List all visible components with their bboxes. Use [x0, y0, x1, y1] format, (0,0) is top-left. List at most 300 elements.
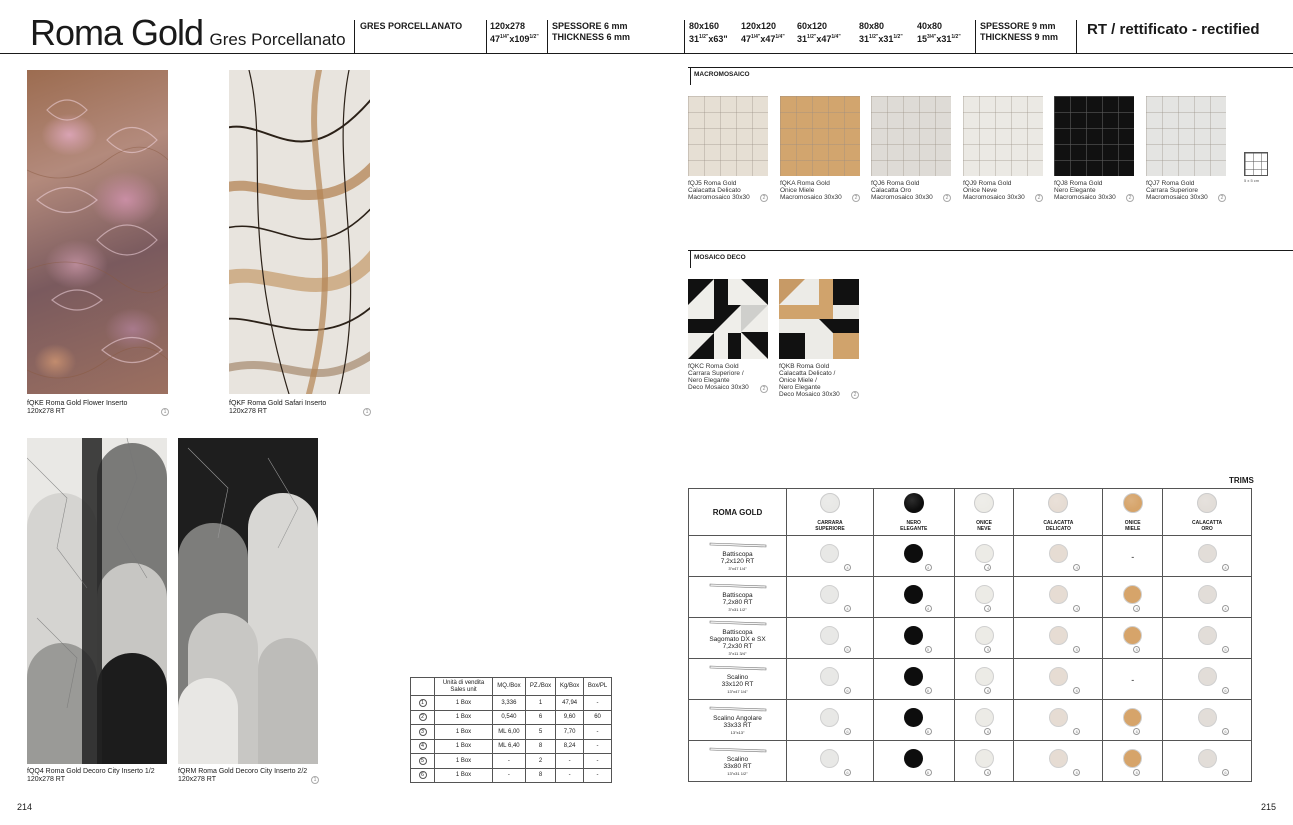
thickness-9mm-en: THICKNESS 9 mm	[980, 32, 1059, 42]
caption-line: fQJ7 Roma Gold	[1146, 180, 1195, 187]
table-cell: 3,336	[493, 696, 526, 711]
ref-circle: 4	[1222, 564, 1229, 571]
trim-swatch	[904, 749, 923, 768]
trim-swatch	[1198, 749, 1217, 768]
section-mosaico-deco	[688, 250, 1293, 268]
trim-description	[689, 659, 787, 700]
trim-name: Scalino	[726, 755, 749, 763]
tile-flower-image	[27, 70, 168, 394]
caption-line: Carrara Superiore /	[688, 370, 744, 377]
size-9mm-5	[917, 21, 961, 45]
ref-circle: 6	[844, 769, 851, 776]
table-cell: 1 Box	[435, 754, 493, 769]
table-row	[411, 710, 612, 725]
color-name-line: MIELE	[1125, 525, 1141, 532]
trim-cell	[787, 700, 874, 741]
tile-code: fQQ4 Roma Gold Decoro City Inserto 1/2	[27, 768, 155, 775]
table-row	[411, 739, 612, 754]
table-cell: 0,540	[493, 710, 526, 725]
trim-inch-size: 3"x47 1/4"	[728, 565, 747, 571]
ref-circle: 2	[1126, 194, 1134, 202]
ref-circle: 6	[844, 687, 851, 694]
trim-cell	[954, 659, 1014, 700]
ref-circle: 6	[1222, 687, 1229, 694]
ref-circle: 6	[1073, 728, 1080, 735]
ref-circle: 5	[1133, 646, 1140, 653]
row-number	[411, 739, 435, 754]
safari-pattern	[229, 70, 370, 394]
caption-line: Macromosaico 30x30	[1146, 194, 1208, 201]
color-name-line: ORO	[1201, 525, 1213, 532]
trims-table	[688, 488, 1252, 782]
trim-swatch	[1049, 626, 1068, 645]
caption-line: Deco Mosaico 30x30	[688, 384, 749, 391]
table-cell: 2	[525, 754, 555, 769]
inch-b: x63"	[708, 34, 728, 44]
page-number-left: 214	[17, 802, 33, 812]
table-cell: 47,94	[556, 696, 584, 711]
thickness-9mm	[980, 21, 1058, 43]
trim-cell	[1163, 536, 1252, 577]
caption-safari	[229, 400, 326, 416]
trim-cell	[1163, 741, 1252, 782]
material-label: GRES PORCELLANATO	[360, 21, 463, 31]
ref-circle: 6	[1073, 687, 1080, 694]
deco-pattern-gold	[779, 279, 859, 359]
trim-row	[689, 618, 1252, 659]
brand-title	[30, 12, 346, 54]
trim-cell	[1163, 577, 1252, 618]
trims-title: TRIMS	[1229, 476, 1254, 485]
trim-row	[689, 659, 1252, 700]
size-inch	[917, 32, 961, 45]
not-available-dash: -	[1131, 552, 1135, 562]
caption-line: fQKC Roma Gold	[688, 363, 739, 370]
caption-line: Calacatta Delicato	[688, 187, 741, 194]
trim-inch-size: 13"x47 1/4"	[727, 688, 748, 694]
collection-subtitle: Gres Porcellanato	[209, 30, 346, 49]
macromosaico-tile	[1054, 96, 1134, 176]
grid-size-icon	[1244, 152, 1268, 176]
inch-a: 31	[797, 34, 808, 44]
trim-swatch	[904, 667, 923, 686]
thickness-6mm-it: SPESSORE 6 mm	[552, 21, 628, 31]
size-inch	[859, 32, 903, 45]
ref-circle: 2	[943, 194, 951, 202]
inch-b: x47	[816, 34, 832, 44]
caption-city-1	[27, 768, 155, 784]
caption-line: fQKB Roma Gold	[779, 363, 830, 370]
trim-cell	[873, 741, 954, 782]
trim-size: 33x33 RT	[723, 721, 752, 729]
trim-cell	[1103, 700, 1163, 741]
trim-swatch	[1049, 749, 1068, 768]
trim-size: 7,2x120 RT	[720, 557, 755, 565]
tile-code: fQKE Roma Gold Flower Inserto	[27, 400, 128, 407]
trim-shape-icon	[708, 541, 768, 549]
trim-swatch	[1049, 708, 1068, 727]
trim-swatch	[1123, 708, 1142, 727]
caption-line: Onice Neve	[963, 187, 997, 194]
trim-description	[689, 618, 787, 659]
trim-cell	[1014, 700, 1103, 741]
color-name-line: ONICE	[976, 519, 992, 526]
size-metric: 80x160	[689, 21, 720, 31]
ref-circle: 4	[984, 564, 991, 571]
trim-description	[689, 700, 787, 741]
trim-swatch	[904, 544, 923, 563]
trim-cell	[1014, 618, 1103, 659]
table-cell: 8	[525, 739, 555, 754]
color-name-line: SUPERIORE	[815, 525, 845, 532]
ref-circle: 6	[1073, 769, 1080, 776]
caption-line: Deco Mosaico 30x30	[779, 391, 840, 398]
table-cell: 1 Box	[435, 725, 493, 740]
macromosaico-tile	[688, 96, 768, 176]
tile-size: 120x278 RT	[27, 408, 66, 415]
tile-safari-image	[229, 70, 370, 394]
ref-circle: 4	[984, 605, 991, 612]
caption-line: Macromosaico 30x30	[963, 194, 1025, 201]
trim-cell	[873, 536, 954, 577]
trim-swatch	[975, 749, 994, 768]
city-2-pattern	[178, 438, 318, 764]
trim-cell	[954, 618, 1014, 659]
trim-cell	[954, 700, 1014, 741]
size-metric: 40x80	[917, 21, 943, 31]
ref-circle: 4	[1073, 605, 1080, 612]
trim-size: 7,2x80 RT	[722, 598, 753, 606]
header-divider	[354, 20, 355, 54]
color-name	[1014, 520, 1102, 532]
thickness-6mm	[552, 21, 630, 43]
size-inch	[741, 32, 785, 45]
trim-name: Scalino	[726, 673, 749, 681]
trim-swatch	[820, 585, 839, 604]
trim-inch-size: 13"x31 1/2"	[727, 770, 748, 776]
trim-swatch	[1198, 667, 1217, 686]
color-name-line: NERO	[906, 519, 921, 526]
trim-cell	[1163, 659, 1252, 700]
caption-line: Calacatta Oro	[871, 187, 912, 194]
inch-a-sup: 3/4"	[927, 34, 937, 40]
color-name	[1103, 520, 1162, 532]
table-cell: ML 6,40	[493, 739, 526, 754]
ref-circle: 6	[1222, 728, 1229, 735]
size-6mm	[490, 21, 539, 45]
trim-cell	[787, 536, 874, 577]
size-9mm-1	[689, 21, 728, 45]
catalog-header	[0, 0, 1293, 54]
ref-circle: 1	[311, 776, 319, 784]
trim-cell	[954, 741, 1014, 782]
caption-city-2	[178, 768, 307, 784]
table-cell: -	[584, 768, 612, 783]
table-row	[411, 768, 612, 783]
trim-name: Battiscopa	[722, 591, 753, 599]
macromosaico-tile	[780, 96, 860, 176]
color-name	[1163, 520, 1251, 532]
size-metric: 120x120	[741, 21, 777, 31]
row-number-badge: 5	[419, 757, 427, 765]
row-number-badge: 6	[419, 771, 427, 779]
trim-row	[689, 577, 1252, 618]
inch-b-sup: 1/4"	[775, 34, 785, 40]
ref-circle: 5	[844, 646, 851, 653]
trim-cell	[787, 659, 874, 700]
inch-a-sup: 1/4"	[500, 34, 510, 40]
ref-circle: 4	[1133, 605, 1140, 612]
trim-cell	[1014, 659, 1103, 700]
table-header: Kg/Box	[556, 678, 584, 696]
trim-swatch	[820, 667, 839, 686]
inch-b-sup: 1/2"	[951, 34, 961, 40]
trim-shape-icon	[708, 746, 768, 754]
caption-line: fQKA Roma Gold	[780, 180, 830, 187]
tile-size: 120x278 RT	[229, 408, 268, 415]
table-cell: 8	[525, 768, 555, 783]
inch-a-sup: 1/2"	[807, 34, 817, 40]
section-title: MOSAICO DECO	[694, 254, 746, 261]
deco-tile-gold	[779, 279, 859, 359]
trim-swatch	[1049, 544, 1068, 563]
color-swatch	[1197, 493, 1217, 513]
size-metric: 60x120	[797, 21, 828, 31]
trim-swatch	[1198, 626, 1217, 645]
section-title: MACROMOSAICO	[694, 71, 750, 78]
ref-circle: 4	[1073, 564, 1080, 571]
inch-b: x31	[878, 34, 894, 44]
ref-circle: 4	[844, 564, 851, 571]
ref-circle: 2	[1035, 194, 1043, 202]
trim-swatch	[820, 749, 839, 768]
trim-cell	[1163, 700, 1252, 741]
table-header: MQ./Box	[493, 678, 526, 696]
trim-swatch	[1123, 749, 1142, 768]
caption-line: fQJ6 Roma Gold	[871, 180, 920, 187]
size-6mm-metric: 120x278	[490, 21, 526, 31]
trim-swatch	[820, 544, 839, 563]
trim-cell	[787, 618, 874, 659]
inch-a-sup: 1/4"	[751, 34, 761, 40]
trim-swatch	[975, 708, 994, 727]
table-cell: 1 Box	[435, 768, 493, 783]
macromosaico-caption	[871, 180, 933, 201]
ref-circle: 4	[925, 605, 932, 612]
tile-size: 120x278 RT	[178, 776, 217, 783]
row-number	[411, 710, 435, 725]
deco-tile-black-white	[688, 279, 768, 359]
trim-inch-size: 13"x13"	[730, 729, 745, 735]
trim-cell	[787, 741, 874, 782]
trim-swatch	[975, 585, 994, 604]
ref-circle: 5	[1222, 646, 1229, 653]
trim-color-header	[1163, 489, 1252, 536]
macromosaico-caption	[1146, 180, 1208, 201]
trim-swatch	[1123, 626, 1142, 645]
caption-line: Carrara Superiore	[1146, 187, 1199, 194]
table-cell: 1	[525, 696, 555, 711]
trim-swatch	[904, 585, 923, 604]
collection-name: Roma Gold	[30, 12, 204, 53]
trim-cell	[873, 700, 954, 741]
header-divider	[975, 20, 976, 54]
trim-shape-icon	[708, 619, 768, 627]
inch-a: 47	[490, 34, 501, 44]
trim-shape-icon	[708, 582, 768, 590]
trim-size: Sagomato DX e SX	[709, 636, 766, 643]
deco-pattern-bw	[688, 279, 768, 359]
table-cell: 1 Box	[435, 710, 493, 725]
trim-swatch	[1198, 544, 1217, 563]
table-row	[411, 725, 612, 740]
trim-name: Battiscopa	[722, 550, 753, 558]
row-number-badge: 3	[419, 728, 427, 736]
table-cell: 7,70	[556, 725, 584, 740]
ref-circle: 6	[984, 687, 991, 694]
size-9mm-2	[741, 21, 785, 45]
color-swatch	[820, 493, 840, 513]
macromosaico-caption	[1054, 180, 1116, 201]
header-divider	[684, 20, 685, 54]
trim-swatch	[975, 667, 994, 686]
row-number	[411, 754, 435, 769]
macromosaico-caption	[963, 180, 1025, 201]
trim-swatch	[820, 708, 839, 727]
section-tick	[690, 68, 691, 85]
ref-circle: 2	[760, 385, 768, 393]
inch-b-sup: 1/4"	[831, 34, 841, 40]
table-cell: -	[584, 725, 612, 740]
trim-cell	[1103, 536, 1163, 577]
ref-circle: 4	[1222, 605, 1229, 612]
caption-flower	[27, 400, 127, 416]
ref-circle: 4	[925, 564, 932, 571]
table-cell: 1 Box	[435, 696, 493, 711]
table-row	[411, 696, 612, 711]
macromosaico-caption	[780, 180, 842, 201]
tile-code: fQRM Roma Gold Decoro City Inserto 2/2	[178, 768, 308, 775]
color-swatch	[1048, 493, 1068, 513]
inch-a: 31	[689, 34, 700, 44]
sales-unit-table	[410, 677, 612, 783]
tile-size: 120x278 RT	[27, 776, 66, 783]
color-name	[787, 520, 873, 532]
caption-line: Onice Miele	[780, 187, 815, 194]
table-cell: 8,24	[556, 739, 584, 754]
macromosaico-tile	[1146, 96, 1226, 176]
caption-line: fQJ5 Roma Gold	[688, 180, 737, 187]
caption-line: fQJ9 Roma Gold	[963, 180, 1012, 187]
macromosaico-caption	[688, 180, 750, 201]
color-name-line: ELEGANTE	[900, 525, 928, 532]
trim-cell	[1014, 741, 1103, 782]
table-header: Box/PL	[584, 678, 612, 696]
tile-code: fQKF Roma Gold Safari Inserto	[229, 400, 327, 407]
header-divider	[1076, 20, 1077, 54]
trim-cell	[873, 577, 954, 618]
table-cell: -	[584, 739, 612, 754]
caption-line: Macromosaico 30x30	[780, 194, 842, 201]
size-9mm-4	[859, 21, 903, 45]
caption-line: Macromosaico 30x30	[871, 194, 933, 201]
trims-corner-label: ROMA GOLD	[689, 489, 787, 536]
trim-row	[689, 700, 1252, 741]
caption-line: Calacatta Delicato /	[779, 370, 836, 377]
trim-cell	[954, 536, 1014, 577]
ref-circle: 6	[925, 687, 932, 694]
trim-swatch	[1198, 708, 1217, 727]
thickness-9mm-it: SPESSORE 9 mm	[980, 21, 1056, 31]
table-cell: ML 6,00	[493, 725, 526, 740]
section-macromosaico	[688, 67, 1293, 85]
table-cell: -	[493, 754, 526, 769]
color-swatch	[974, 493, 994, 513]
inch-a: 15	[917, 34, 928, 44]
ref-circle: 6	[1133, 728, 1140, 735]
table-header-num	[411, 678, 435, 696]
trim-row	[689, 741, 1252, 782]
color-name-line: NEVE	[977, 525, 991, 532]
caption-line: Nero Elegante	[779, 384, 821, 391]
caption-line: Macromosaico 30x30	[688, 194, 750, 201]
ref-circle: 6	[925, 769, 932, 776]
table-cell: -	[556, 754, 584, 769]
table-cell: -	[493, 768, 526, 783]
color-name-line: DELICATO	[1045, 525, 1071, 532]
trim-swatch	[1049, 585, 1068, 604]
trim-size: 33x120 RT	[721, 680, 754, 688]
trim-color-header	[1014, 489, 1103, 536]
trim-inch-size: 3"x11 3/4"	[728, 651, 747, 656]
ref-circle: 5	[984, 646, 991, 653]
trim-row	[689, 536, 1252, 577]
thickness-6mm-en: THICKNESS 6 mm	[552, 32, 631, 42]
trim-swatch	[820, 626, 839, 645]
trim-swatch	[1198, 585, 1217, 604]
trim-color-header	[873, 489, 954, 536]
inch-b-sup: 1/2"	[529, 34, 539, 40]
caption-line: Nero Elegante	[1054, 187, 1096, 194]
ref-circle: 4	[844, 605, 851, 612]
ref-circle: 6	[984, 728, 991, 735]
table-cell: 6	[525, 710, 555, 725]
table-header: PZ./Box	[525, 678, 555, 696]
trim-description	[689, 577, 787, 618]
trim-cell	[787, 577, 874, 618]
trim-cell	[1103, 577, 1163, 618]
trim-size: 33x80 RT	[723, 762, 752, 770]
trim-cell	[1103, 618, 1163, 659]
size-6mm-inch	[490, 32, 539, 45]
trims-header-row	[689, 489, 1252, 536]
trim-color-header	[1103, 489, 1163, 536]
caption-line: Macromosaico 30x30	[1054, 194, 1116, 201]
color-swatch	[1123, 493, 1143, 513]
table-cell: -	[556, 768, 584, 783]
caption-line: Onice Miele /	[779, 377, 817, 384]
trim-name: Scalino Angolare	[713, 714, 762, 722]
trim-cell	[954, 577, 1014, 618]
ref-circle: 6	[984, 769, 991, 776]
row-number-badge: 2	[419, 713, 427, 721]
ref-circle: 2	[851, 391, 859, 399]
ref-circle: 6	[925, 728, 932, 735]
tile-city-1-image	[27, 438, 167, 764]
trim-swatch	[904, 708, 923, 727]
header-divider	[486, 20, 487, 54]
ref-circle: 1	[363, 408, 371, 416]
